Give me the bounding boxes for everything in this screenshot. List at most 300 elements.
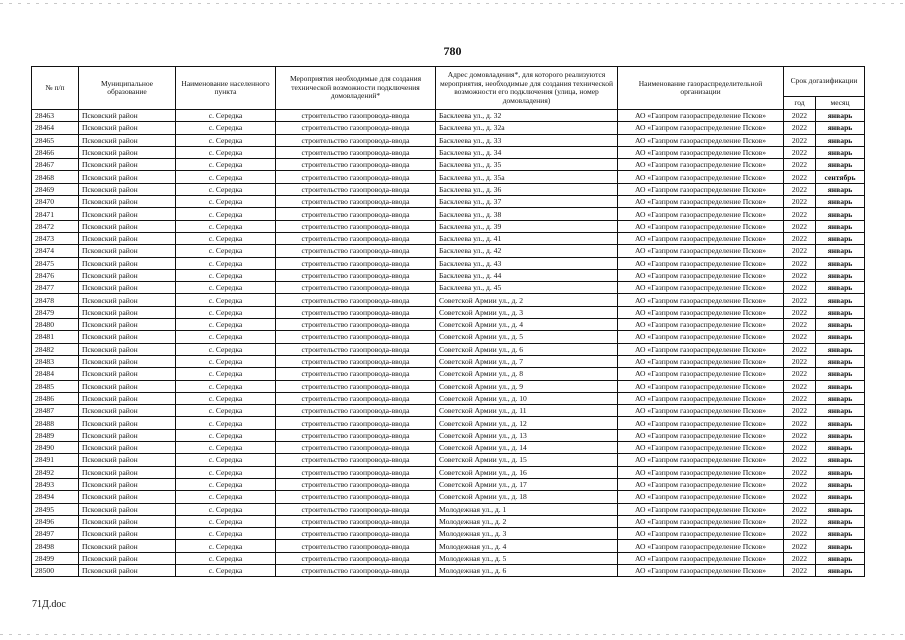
- municipality-cell: Псковский район: [79, 159, 176, 171]
- row-number: 28497: [32, 528, 79, 540]
- year-cell: 2022: [784, 564, 816, 576]
- municipality-cell: Псковский район: [79, 282, 176, 294]
- settlement-cell: с. Середка: [176, 368, 276, 380]
- month-cell: январь: [816, 232, 865, 244]
- address-cell: Басклеева ул., д. 44: [436, 269, 618, 281]
- table-row: [32, 355, 865, 367]
- measure-cell: строительство газопровода-ввода: [276, 368, 436, 380]
- municipality-cell: Псковский район: [79, 146, 176, 158]
- row-number: 28488: [32, 417, 79, 429]
- municipality-cell: Псковский район: [79, 503, 176, 515]
- table-row: [32, 515, 865, 527]
- organization-cell: АО «Газпром газораспределение Псков»: [618, 417, 784, 429]
- address-cell: Басклеева ул., д. 32а: [436, 122, 618, 134]
- measure-cell: строительство газопровода-ввода: [276, 528, 436, 540]
- settlement-cell: с. Середка: [176, 564, 276, 576]
- organization-cell: АО «Газпром газораспределение Псков»: [618, 478, 784, 490]
- organization-cell: АО «Газпром газораспределение Псков»: [618, 245, 784, 257]
- month-cell: январь: [816, 245, 865, 257]
- table-body: [32, 110, 865, 577]
- settlement-cell: с. Середка: [176, 134, 276, 146]
- measure-cell: строительство газопровода-ввода: [276, 392, 436, 404]
- settlement-cell: с. Середка: [176, 257, 276, 269]
- table-row: [32, 294, 865, 306]
- year-cell: 2022: [784, 503, 816, 515]
- municipality-cell: Псковский район: [79, 454, 176, 466]
- year-cell: 2022: [784, 232, 816, 244]
- month-cell: январь: [816, 552, 865, 564]
- organization-cell: АО «Газпром газораспределение Псков»: [618, 232, 784, 244]
- header-measures: Мероприятия необходимые для создания технической возможности подключения домовладений*: [276, 67, 436, 110]
- year-cell: 2022: [784, 319, 816, 331]
- row-number: 28463: [32, 110, 79, 122]
- row-number: 28468: [32, 171, 79, 183]
- measure-cell: строительство газопровода-ввода: [276, 110, 436, 122]
- settlement-cell: с. Середка: [176, 232, 276, 244]
- table-row: [32, 368, 865, 380]
- organization-cell: АО «Газпром газораспределение Псков»: [618, 454, 784, 466]
- address-cell: Молодежная ул., д. 4: [436, 540, 618, 552]
- organization-cell: АО «Газпром газораспределение Псков»: [618, 392, 784, 404]
- row-number: 28486: [32, 392, 79, 404]
- settlement-cell: с. Середка: [176, 159, 276, 171]
- table-row: [32, 503, 865, 515]
- table-row: [32, 208, 865, 220]
- measure-cell: строительство газопровода-ввода: [276, 429, 436, 441]
- year-cell: 2022: [784, 355, 816, 367]
- measure-cell: строительство газопровода-ввода: [276, 220, 436, 232]
- month-cell: январь: [816, 528, 865, 540]
- municipality-cell: Псковский район: [79, 368, 176, 380]
- municipality-cell: Псковский район: [79, 208, 176, 220]
- address-cell: Советской Армии ул., д. 18: [436, 491, 618, 503]
- settlement-cell: с. Середка: [176, 196, 276, 208]
- month-cell: январь: [816, 269, 865, 281]
- organization-cell: АО «Газпром газораспределение Псков»: [618, 491, 784, 503]
- measure-cell: строительство газопровода-ввода: [276, 355, 436, 367]
- row-number: 28471: [32, 208, 79, 220]
- row-number: 28464: [32, 122, 79, 134]
- header-num: № п/п: [32, 67, 79, 110]
- organization-cell: АО «Газпром газораспределение Псков»: [618, 429, 784, 441]
- month-cell: январь: [816, 331, 865, 343]
- header-settlement: Наименование населенного пункта: [176, 67, 276, 110]
- address-cell: Молодежная ул., д. 3: [436, 528, 618, 540]
- month-cell: январь: [816, 146, 865, 158]
- table-row: [32, 478, 865, 490]
- address-cell: Басклеева ул., д. 32: [436, 110, 618, 122]
- organization-cell: АО «Газпром газораспределение Псков»: [618, 503, 784, 515]
- row-number: 28477: [32, 282, 79, 294]
- month-cell: январь: [816, 196, 865, 208]
- row-number: 28484: [32, 368, 79, 380]
- organization-cell: АО «Газпром газораспределение Псков»: [618, 220, 784, 232]
- organization-cell: АО «Газпром газораспределение Псков»: [618, 564, 784, 576]
- settlement-cell: с. Середка: [176, 294, 276, 306]
- month-cell: январь: [816, 380, 865, 392]
- measure-cell: строительство газопровода-ввода: [276, 503, 436, 515]
- municipality-cell: Псковский район: [79, 380, 176, 392]
- address-cell: Басклеева ул., д. 38: [436, 208, 618, 220]
- municipality-cell: Псковский район: [79, 257, 176, 269]
- municipality-cell: Псковский район: [79, 429, 176, 441]
- row-number: 28470: [32, 196, 79, 208]
- municipality-cell: Псковский район: [79, 294, 176, 306]
- table-row: [32, 220, 865, 232]
- address-cell: Басклеева ул., д. 41: [436, 232, 618, 244]
- table-row: [32, 540, 865, 552]
- organization-cell: АО «Газпром газораспределение Псков»: [618, 306, 784, 318]
- year-cell: 2022: [784, 405, 816, 417]
- measure-cell: строительство газопровода-ввода: [276, 171, 436, 183]
- address-cell: Басклеева ул., д. 43: [436, 257, 618, 269]
- year-cell: 2022: [784, 417, 816, 429]
- row-number: 28500: [32, 564, 79, 576]
- measure-cell: строительство газопровода-ввода: [276, 306, 436, 318]
- footer-filename: 71Д.doc: [32, 599, 66, 610]
- municipality-cell: Псковский район: [79, 319, 176, 331]
- organization-cell: АО «Газпром газораспределение Псков»: [618, 146, 784, 158]
- settlement-cell: с. Середка: [176, 331, 276, 343]
- measure-cell: строительство газопровода-ввода: [276, 183, 436, 195]
- table-row: [32, 392, 865, 404]
- organization-cell: АО «Газпром газораспределение Псков»: [618, 171, 784, 183]
- table-row: [32, 159, 865, 171]
- settlement-cell: с. Середка: [176, 319, 276, 331]
- row-number: 28480: [32, 319, 79, 331]
- organization-cell: АО «Газпром газораспределение Псков»: [618, 442, 784, 454]
- settlement-cell: с. Середка: [176, 220, 276, 232]
- measure-cell: строительство газопровода-ввода: [276, 134, 436, 146]
- row-number: 28490: [32, 442, 79, 454]
- month-cell: январь: [816, 208, 865, 220]
- address-cell: Советской Армии ул., д. 3: [436, 306, 618, 318]
- row-number: 28494: [32, 491, 79, 503]
- year-cell: 2022: [784, 466, 816, 478]
- row-number: 28498: [32, 540, 79, 552]
- table-row: [32, 245, 865, 257]
- address-cell: Басклеева ул., д. 45: [436, 282, 618, 294]
- header-month: месяц: [816, 97, 865, 110]
- settlement-cell: с. Середка: [176, 503, 276, 515]
- row-number: 28476: [32, 269, 79, 281]
- organization-cell: АО «Газпром газораспределение Псков»: [618, 466, 784, 478]
- municipality-cell: Псковский район: [79, 245, 176, 257]
- settlement-cell: с. Середка: [176, 466, 276, 478]
- year-cell: 2022: [784, 552, 816, 564]
- table-row: [32, 196, 865, 208]
- row-number: 28465: [32, 134, 79, 146]
- year-cell: 2022: [784, 257, 816, 269]
- address-cell: Советской Армии ул., д. 5: [436, 331, 618, 343]
- municipality-cell: Псковский район: [79, 478, 176, 490]
- row-number: 28469: [32, 183, 79, 195]
- row-number: 28478: [32, 294, 79, 306]
- address-cell: Советской Армии ул., д. 11: [436, 405, 618, 417]
- measure-cell: строительство газопровода-ввода: [276, 257, 436, 269]
- month-cell: январь: [816, 110, 865, 122]
- address-cell: Молодежная ул., д. 2: [436, 515, 618, 527]
- row-number: 28479: [32, 306, 79, 318]
- settlement-cell: с. Середка: [176, 392, 276, 404]
- settlement-cell: с. Середка: [176, 515, 276, 527]
- municipality-cell: Псковский район: [79, 392, 176, 404]
- row-number: 28481: [32, 331, 79, 343]
- year-cell: 2022: [784, 183, 816, 195]
- row-number: 28491: [32, 454, 79, 466]
- settlement-cell: с. Середка: [176, 540, 276, 552]
- measure-cell: строительство газопровода-ввода: [276, 122, 436, 134]
- table-row: [32, 552, 865, 564]
- settlement-cell: с. Середка: [176, 343, 276, 355]
- table-row: [32, 146, 865, 158]
- row-number: 28474: [32, 245, 79, 257]
- row-number: 28466: [32, 146, 79, 158]
- organization-cell: АО «Газпром газораспределение Псков»: [618, 343, 784, 355]
- settlement-cell: с. Середка: [176, 380, 276, 392]
- year-cell: 2022: [784, 429, 816, 441]
- year-cell: 2022: [784, 282, 816, 294]
- table-row: [32, 306, 865, 318]
- year-cell: 2022: [784, 442, 816, 454]
- year-cell: 2022: [784, 380, 816, 392]
- address-cell: Советской Армии ул., д. 9: [436, 380, 618, 392]
- municipality-cell: Псковский район: [79, 355, 176, 367]
- row-number: 28482: [32, 343, 79, 355]
- measure-cell: строительство газопровода-ввода: [276, 380, 436, 392]
- header-organization: Наименование газораспределительной организации: [618, 67, 784, 110]
- municipality-cell: Псковский район: [79, 122, 176, 134]
- measure-cell: строительство газопровода-ввода: [276, 282, 436, 294]
- year-cell: 2022: [784, 528, 816, 540]
- month-cell: январь: [816, 159, 865, 171]
- organization-cell: АО «Газпром газораспределение Псков»: [618, 405, 784, 417]
- measure-cell: строительство газопровода-ввода: [276, 478, 436, 490]
- settlement-cell: с. Середка: [176, 183, 276, 195]
- row-number: 28472: [32, 220, 79, 232]
- measure-cell: строительство газопровода-ввода: [276, 245, 436, 257]
- organization-cell: АО «Газпром газораспределение Псков»: [618, 368, 784, 380]
- month-cell: январь: [816, 355, 865, 367]
- page-number: 780: [443, 44, 462, 58]
- table-header: [32, 67, 865, 110]
- municipality-cell: Псковский район: [79, 134, 176, 146]
- address-cell: Советской Армии ул., д. 14: [436, 442, 618, 454]
- header-address: Адрес домовладения*, для которого реализуются мероприятия, необходимые для создания технической возможности его подключения (улица, номер домовладения): [436, 67, 618, 110]
- table-row: [32, 429, 865, 441]
- month-cell: январь: [816, 417, 865, 429]
- month-cell: январь: [816, 515, 865, 527]
- table-row: [32, 331, 865, 343]
- table-row: [32, 417, 865, 429]
- header-municipality: Муниципальное образование: [79, 67, 176, 110]
- address-cell: Молодежная ул., д. 5: [436, 552, 618, 564]
- table-row: [32, 122, 865, 134]
- settlement-cell: с. Середка: [176, 355, 276, 367]
- organization-cell: АО «Газпром газораспределение Псков»: [618, 269, 784, 281]
- year-cell: 2022: [784, 294, 816, 306]
- measure-cell: строительство газопровода-ввода: [276, 319, 436, 331]
- address-cell: Басклеева ул., д. 33: [436, 134, 618, 146]
- table-row: [32, 442, 865, 454]
- row-number: 28485: [32, 380, 79, 392]
- row-number: 28495: [32, 503, 79, 515]
- measure-cell: строительство газопровода-ввода: [276, 417, 436, 429]
- month-cell: январь: [816, 454, 865, 466]
- year-cell: 2022: [784, 171, 816, 183]
- month-cell: январь: [816, 319, 865, 331]
- year-cell: 2022: [784, 392, 816, 404]
- month-cell: январь: [816, 503, 865, 515]
- municipality-cell: Псковский район: [79, 196, 176, 208]
- organization-cell: АО «Газпром газораспределение Псков»: [618, 257, 784, 269]
- municipality-cell: Псковский район: [79, 306, 176, 318]
- settlement-cell: с. Середка: [176, 429, 276, 441]
- table-row: [32, 528, 865, 540]
- settlement-cell: с. Середка: [176, 552, 276, 564]
- row-number: 28487: [32, 405, 79, 417]
- organization-cell: АО «Газпром газораспределение Псков»: [618, 528, 784, 540]
- municipality-cell: Псковский район: [79, 528, 176, 540]
- month-cell: январь: [816, 220, 865, 232]
- table-row: [32, 466, 865, 478]
- municipality-cell: Псковский район: [79, 491, 176, 503]
- year-cell: 2022: [784, 331, 816, 343]
- settlement-cell: с. Середка: [176, 208, 276, 220]
- row-number: 28473: [32, 232, 79, 244]
- header-year: год: [784, 97, 816, 110]
- organization-cell: АО «Газпром газораспределение Псков»: [618, 122, 784, 134]
- settlement-cell: с. Середка: [176, 491, 276, 503]
- measure-cell: строительство газопровода-ввода: [276, 515, 436, 527]
- table-row: [32, 110, 865, 122]
- table-row: [32, 134, 865, 146]
- measure-cell: строительство газопровода-ввода: [276, 232, 436, 244]
- address-cell: Басклеева ул., д. 39: [436, 220, 618, 232]
- year-cell: 2022: [784, 478, 816, 490]
- table-row: [32, 380, 865, 392]
- year-cell: 2022: [784, 368, 816, 380]
- row-number: 28489: [32, 429, 79, 441]
- organization-cell: АО «Газпром газораспределение Псков»: [618, 282, 784, 294]
- municipality-cell: Псковский район: [79, 269, 176, 281]
- year-cell: 2022: [784, 269, 816, 281]
- organization-cell: АО «Газпром газораспределение Псков»: [618, 159, 784, 171]
- row-number: 28483: [32, 355, 79, 367]
- row-number: 28467: [32, 159, 79, 171]
- month-cell: январь: [816, 442, 865, 454]
- table-row: [32, 491, 865, 503]
- address-cell: Советской Армии ул., д. 8: [436, 368, 618, 380]
- address-cell: Басклеева ул., д. 36: [436, 183, 618, 195]
- organization-cell: АО «Газпром газораспределение Псков»: [618, 380, 784, 392]
- organization-cell: АО «Газпром газораспределение Псков»: [618, 319, 784, 331]
- month-cell: январь: [816, 368, 865, 380]
- month-cell: январь: [816, 294, 865, 306]
- row-number: 28475: [32, 257, 79, 269]
- address-cell: Советской Армии ул., д. 4: [436, 319, 618, 331]
- measure-cell: строительство газопровода-ввода: [276, 331, 436, 343]
- row-number: 28492: [32, 466, 79, 478]
- organization-cell: АО «Газпром газораспределение Псков»: [618, 196, 784, 208]
- month-cell: январь: [816, 306, 865, 318]
- row-number: 28496: [32, 515, 79, 527]
- year-cell: 2022: [784, 491, 816, 503]
- settlement-cell: с. Середка: [176, 282, 276, 294]
- address-cell: Басклеева ул., д. 35а: [436, 171, 618, 183]
- measure-cell: строительство газопровода-ввода: [276, 466, 436, 478]
- organization-cell: АО «Газпром газораспределение Псков»: [618, 294, 784, 306]
- organization-cell: АО «Газпром газораспределение Псков»: [618, 552, 784, 564]
- measure-cell: строительство газопровода-ввода: [276, 294, 436, 306]
- municipality-cell: Псковский район: [79, 552, 176, 564]
- year-cell: 2022: [784, 515, 816, 527]
- year-cell: 2022: [784, 343, 816, 355]
- municipality-cell: Псковский район: [79, 331, 176, 343]
- organization-cell: АО «Газпром газораспределение Псков»: [618, 540, 784, 552]
- settlement-cell: с. Середка: [176, 245, 276, 257]
- year-cell: 2022: [784, 134, 816, 146]
- month-cell: январь: [816, 429, 865, 441]
- table-row: [32, 183, 865, 195]
- gasification-table: [31, 66, 865, 577]
- measure-cell: строительство газопровода-ввода: [276, 208, 436, 220]
- table-row: [32, 232, 865, 244]
- organization-cell: АО «Газпром газораспределение Псков»: [618, 110, 784, 122]
- measure-cell: строительство газопровода-ввода: [276, 159, 436, 171]
- month-cell: январь: [816, 491, 865, 503]
- month-cell: январь: [816, 392, 865, 404]
- address-cell: Молодежная ул., д. 6: [436, 564, 618, 576]
- settlement-cell: с. Середка: [176, 454, 276, 466]
- address-cell: Советской Армии ул., д. 17: [436, 478, 618, 490]
- table-row: [32, 257, 865, 269]
- municipality-cell: Псковский район: [79, 405, 176, 417]
- measure-cell: строительство газопровода-ввода: [276, 564, 436, 576]
- settlement-cell: с. Середка: [176, 442, 276, 454]
- municipality-cell: Псковский район: [79, 564, 176, 576]
- municipality-cell: Псковский район: [79, 417, 176, 429]
- address-cell: Басклеева ул., д. 34: [436, 146, 618, 158]
- measure-cell: строительство газопровода-ввода: [276, 540, 436, 552]
- month-cell: сентябрь: [816, 171, 865, 183]
- year-cell: 2022: [784, 196, 816, 208]
- measure-cell: строительство газопровода-ввода: [276, 442, 436, 454]
- organization-cell: АО «Газпром газораспределение Псков»: [618, 183, 784, 195]
- header-deadline: Срок догазификации: [784, 67, 865, 97]
- settlement-cell: с. Середка: [176, 405, 276, 417]
- table-row: [32, 171, 865, 183]
- organization-cell: АО «Газпром газораспределение Псков»: [618, 208, 784, 220]
- address-cell: Советской Армии ул., д. 16: [436, 466, 618, 478]
- measure-cell: строительство газопровода-ввода: [276, 343, 436, 355]
- year-cell: 2022: [784, 306, 816, 318]
- month-cell: январь: [816, 122, 865, 134]
- municipality-cell: Псковский район: [79, 232, 176, 244]
- address-cell: Басклеева ул., д. 35: [436, 159, 618, 171]
- municipality-cell: Псковский район: [79, 466, 176, 478]
- municipality-cell: Псковский район: [79, 220, 176, 232]
- month-cell: январь: [816, 405, 865, 417]
- measure-cell: строительство газопровода-ввода: [276, 552, 436, 564]
- address-cell: Басклеева ул., д. 42: [436, 245, 618, 257]
- month-cell: январь: [816, 257, 865, 269]
- address-cell: Советской Армии ул., д. 13: [436, 429, 618, 441]
- address-cell: Советской Армии ул., д. 15: [436, 454, 618, 466]
- settlement-cell: с. Середка: [176, 146, 276, 158]
- municipality-cell: Псковский район: [79, 442, 176, 454]
- year-cell: 2022: [784, 122, 816, 134]
